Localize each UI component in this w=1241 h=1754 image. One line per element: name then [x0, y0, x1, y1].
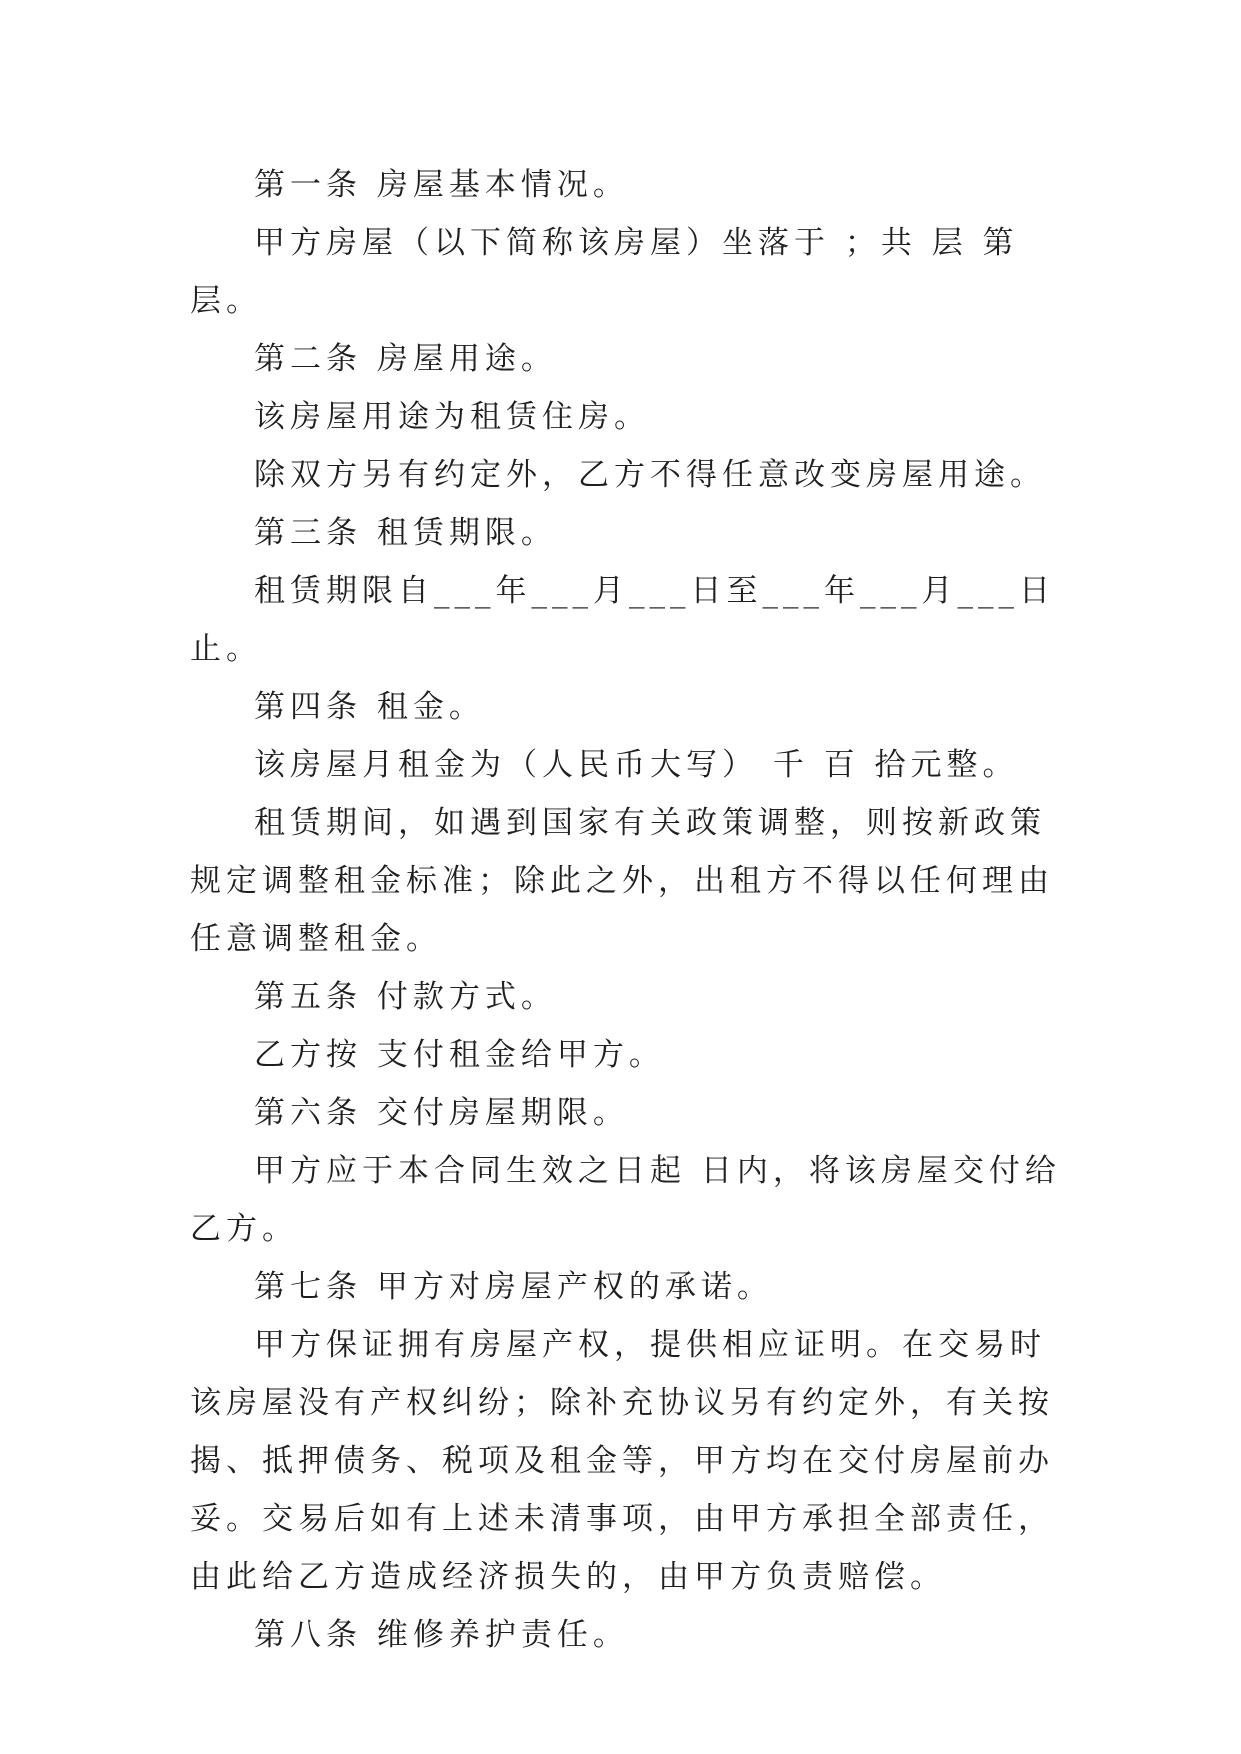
- article-4-text-2: 租赁期间，如遇到国家有关政策调整，则按新政策规定调整租金标准；除此之外，出租方不得以任何理由任意调整租金。: [190, 805, 1054, 957]
- article-6-text: 甲方应于本合同生效之日起 日内，将该房屋交付给乙方。: [190, 1153, 1061, 1247]
- article-4-text-1: 该房屋月租金为（人民币大写） 千 百 拾元整。: [254, 747, 1019, 783]
- article-5-heading: 第五条 付款方式。: [254, 979, 557, 1015]
- article-3-text: 租赁期限自___年___月___日至___年___月___日止。: [190, 573, 1055, 667]
- article-7-text: 甲方保证拥有房屋产权，提供相应证明。在交易时该房屋没有产权纠纷；除补充协议另有约定外，有关按揭、抵押债务、税项及租金等，甲方均在交付房屋前办妥。交易后如有上述未清事项，由甲方承担全部责任，由此给乙方造成经济损失的，由甲方负责赔偿。: [190, 1327, 1054, 1595]
- article-1-text: 甲方房屋（以下简称该房屋）坐落于 ；共 层 第 层。: [190, 225, 1034, 319]
- article-5-text: 乙方按 支付租金给甲方。: [254, 1037, 665, 1073]
- article-2-text-2: 除双方另有约定外，乙方不得任意改变房屋用途。: [254, 457, 1046, 493]
- article-7-heading: 第七条 甲方对房屋产权的承诺。: [254, 1269, 773, 1305]
- article-8-heading: 第八条 维修养护责任。: [254, 1617, 629, 1653]
- article-2-text-1: 该房屋用途为租赁住房。: [254, 399, 650, 435]
- article-2-heading: 第二条 房屋用途。: [254, 341, 557, 377]
- article-4-heading: 第四条 租金。: [254, 689, 485, 725]
- article-6-heading: 第六条 交付房屋期限。: [254, 1095, 629, 1131]
- article-1-heading: 第一条 房屋基本情况。: [254, 167, 629, 203]
- contract-body: [190, 156, 1070, 1664]
- article-3-heading: 第三条 租赁期限。: [254, 515, 557, 551]
